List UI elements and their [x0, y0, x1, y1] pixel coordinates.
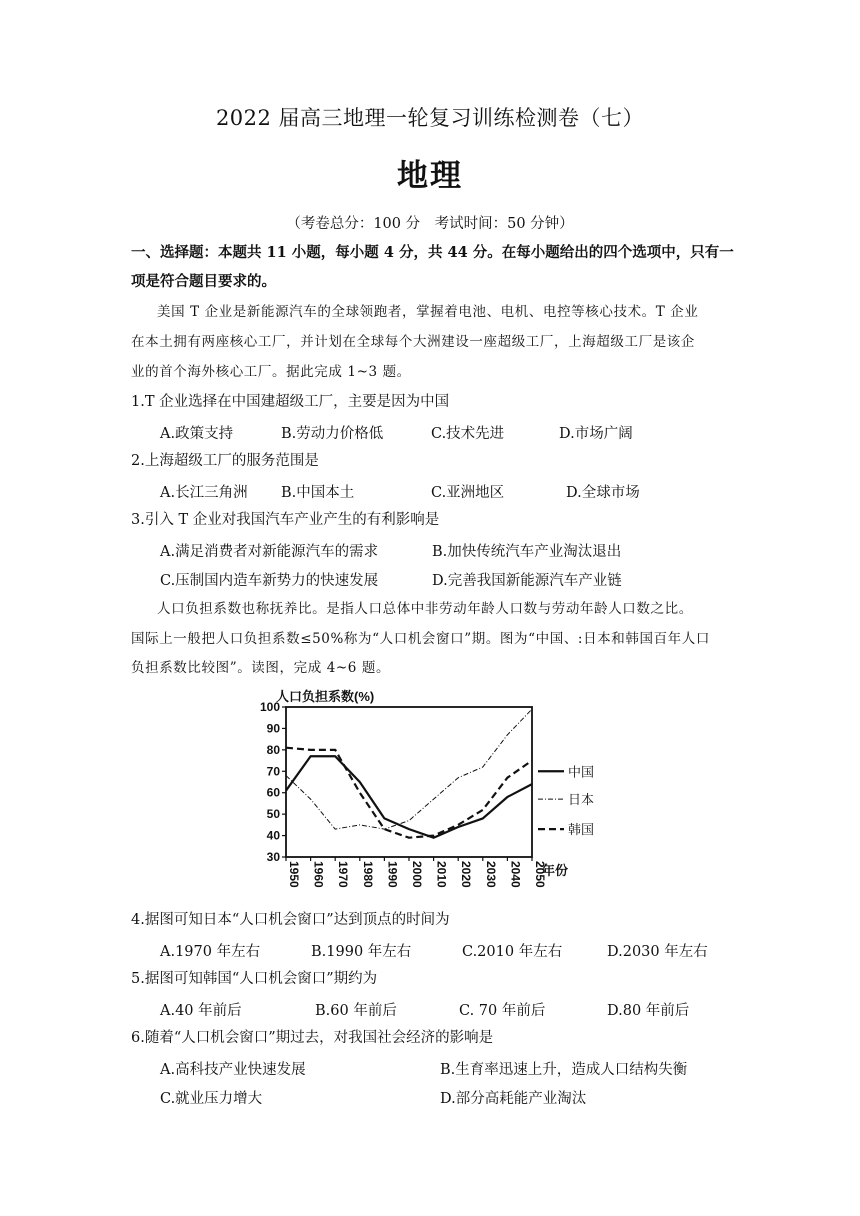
q3-option-b[interactable]: B.加快传统汽车产业淘汰退出 [432, 544, 622, 560]
q4-option-a[interactable]: A.1970 年左右 [160, 944, 261, 960]
q6-option-d[interactable]: D.部分高耗能产业淘汰 [440, 1091, 587, 1107]
passage1-line1: 美国 T 企业是新能源汽车的全球领跑者，掌握着电池、电机、电控等核心技术。T 企业 [157, 304, 699, 320]
y-tick-label: 50 [266, 807, 280, 822]
q4-option-c[interactable]: C.2010 年左右 [462, 944, 563, 960]
q5-option-b[interactable]: B.60 年前后 [315, 1003, 397, 1019]
y-tick-label: 30 [266, 850, 280, 864]
legend-label-0: 中国 [568, 764, 595, 780]
y-tick-label: 40 [266, 828, 280, 843]
q3-option-a[interactable]: A.满足消费者对新能源汽车的需求 [160, 544, 379, 560]
q5-option-a[interactable]: A.40 年前后 [160, 1003, 242, 1019]
q6-option-b[interactable]: B.生育率迅速上升，造成人口结构失衡 [440, 1062, 688, 1078]
subject-title: 地理 [397, 158, 463, 194]
passage2-line1: 人口负担系数也称抚养比。是指人口总体中非劳动年龄人口数与劳动年龄人口数之比。 [157, 601, 693, 617]
q5-option-d[interactable]: D.80 年前后 [607, 1003, 690, 1019]
q2-option-d[interactable]: D.全球市场 [566, 485, 640, 501]
x-tick-label: 2000 [410, 861, 424, 888]
passage1-line2: 在本土拥有两座核心工厂，并计划在全球每个大洲建设一座超级工厂，上海超级工厂是该企 [131, 334, 695, 350]
x-tick-label: 2010 [434, 861, 449, 888]
q3-option-c[interactable]: C.压制国内造车新势力的快速发展 [160, 573, 379, 589]
series-line-1 [286, 709, 532, 829]
legend-label-2: 韩国 [568, 822, 595, 838]
x-tick-label: 1950 [287, 861, 301, 888]
q1-option-d[interactable]: D.市场广阔 [559, 426, 633, 442]
section-instruction-line1: 一、选择题：本题共 11 小题，每小题 4 分，共 44 分。在每小题给出的四个选项中，只有一 [131, 244, 734, 261]
q4-option-b[interactable]: B.1990 年左右 [311, 944, 412, 960]
x-tick-label: 1990 [385, 861, 400, 888]
series-line-2 [286, 748, 532, 838]
passage2-line3: 负担系数比较图”。读图，完成 4~6 题。 [131, 660, 391, 676]
x-tick-label: 2030 [483, 861, 498, 888]
x-tick-label: 1980 [360, 861, 375, 888]
q2-option-c[interactable]: C.亚洲地区 [431, 485, 505, 501]
x-tick-label: 1960 [311, 861, 326, 888]
passage2-line2: 国际上一般把人口负担系数≤50%称为“人口机会窗口”期。图为“中国、:日本和韩国百年人口 [131, 631, 710, 647]
exam-meta: （考卷总分：100 分 考试时间：50 分钟） [286, 216, 574, 232]
y-tick-label: 90 [266, 721, 280, 736]
plot-frame [286, 707, 532, 857]
exam-title: 2022 届高三地理一轮复习训练检测卷（七） [215, 106, 645, 130]
q1-option-c[interactable]: C.技术先进 [431, 426, 505, 442]
q4-option-d[interactable]: D.2030 年左右 [607, 944, 708, 960]
q1-option-a[interactable]: A.政策支持 [160, 426, 234, 442]
y-tick-label: 100 [259, 700, 280, 714]
q1-option-b[interactable]: B.劳动力价格低 [281, 426, 384, 442]
q5-stem: 5.据图可知韩国“人口机会窗口”期约为 [131, 971, 378, 987]
series-line-0 [286, 756, 532, 837]
y-axis-label: 人口负担系数(%) [276, 689, 375, 704]
y-tick-label: 80 [266, 742, 280, 757]
q3-stem: 3.引入 T 企业对我国汽车产业产生的有利影响是 [131, 512, 440, 528]
q6-option-a[interactable]: A.高科技产业快速发展 [160, 1062, 306, 1078]
q6-stem: 6.随着“人口机会窗口”期过去，对我国社会经济的影响是 [131, 1030, 494, 1046]
legend-label-1: 日本 [568, 792, 595, 808]
x-tick-label: 2040 [508, 861, 523, 888]
dependency-ratio-chart [236, 683, 616, 898]
x-axis-label: 年份 [542, 863, 569, 878]
q5-option-c[interactable]: C. 70 年前后 [459, 1003, 546, 1019]
section-instruction-line2: 项是符合题目要求的。 [131, 273, 276, 290]
x-tick-label: 1970 [336, 861, 351, 888]
x-tick-label: 2050 [533, 861, 547, 888]
q6-option-c[interactable]: C.就业压力增大 [160, 1091, 263, 1107]
y-tick-label: 70 [266, 764, 280, 779]
passage1-line3: 业的首个海外核心工厂。据此完成 1~3 题。 [131, 364, 411, 380]
q3-option-d[interactable]: D.完善我国新能源汽车产业链 [432, 573, 622, 589]
x-tick-label: 2020 [459, 861, 474, 888]
q2-option-b[interactable]: B.中国本土 [281, 485, 355, 501]
y-tick-label: 60 [266, 785, 280, 800]
q4-stem: 4.据图可知日本“人口机会窗口”达到顶点的时间为 [131, 912, 450, 928]
q2-option-a[interactable]: A.长江三角洲 [160, 485, 248, 501]
q1-stem: 1.T 企业选择在中国建超级工厂，主要是因为中国 [131, 394, 450, 410]
q2-stem: 2.上海超级工厂的服务范围是 [131, 453, 319, 469]
